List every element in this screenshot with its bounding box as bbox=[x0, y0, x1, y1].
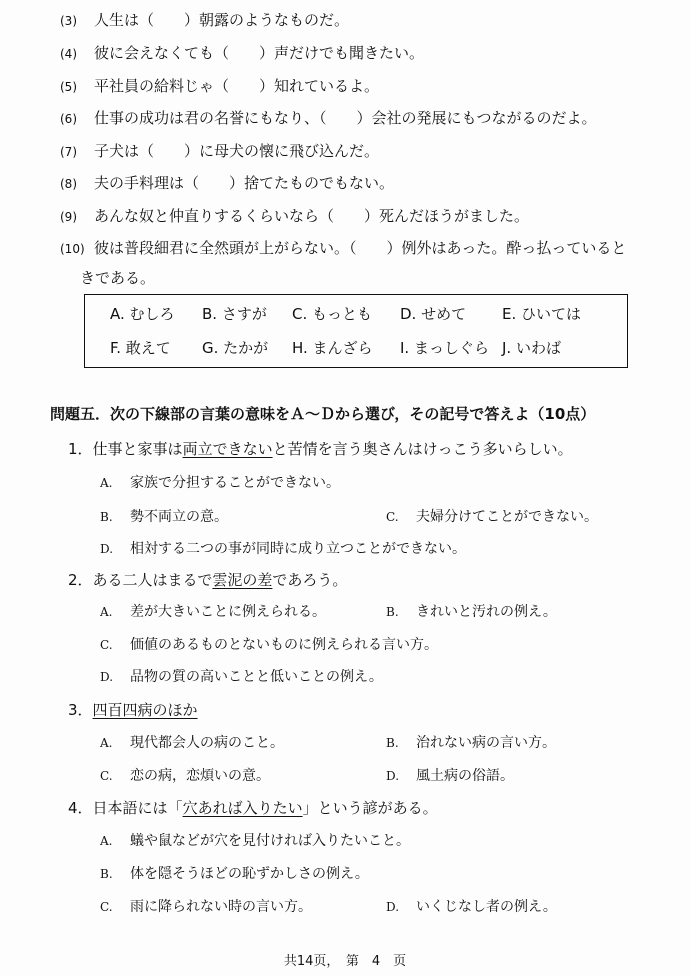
option-text: 体を隠そうほどの恥ずかしさの例え。 bbox=[130, 866, 369, 882]
option-d bbox=[386, 766, 514, 786]
item-text: 人生は（ ）朝露のようなものだ。 bbox=[94, 11, 350, 29]
item-number: (7) bbox=[60, 145, 77, 159]
option-a bbox=[100, 473, 340, 493]
page-footer: 共14页， 第 4 页 bbox=[283, 954, 407, 969]
item-number: (3) bbox=[60, 14, 77, 28]
choice-b: B. さすが bbox=[202, 305, 267, 323]
item-7 bbox=[60, 141, 379, 162]
question-text: であろう。 bbox=[272, 571, 348, 589]
underlined-phrase: 雲泥の差 bbox=[212, 571, 273, 589]
option-b bbox=[386, 602, 557, 622]
item-number: (6) bbox=[60, 112, 77, 126]
question-number: 3． bbox=[68, 701, 93, 719]
question-text: と苦情を言う奥さんはけっこう多いらしい。 bbox=[272, 440, 573, 458]
option-letter: C. bbox=[100, 638, 113, 652]
option-text: 夫婦分けてことができない。 bbox=[416, 509, 598, 525]
option-a bbox=[100, 733, 284, 753]
item-6 bbox=[60, 108, 597, 129]
question-number: 2． bbox=[68, 571, 93, 589]
question-number: 4． bbox=[68, 799, 93, 817]
item-3 bbox=[60, 10, 349, 31]
question-number: 1． bbox=[68, 440, 93, 458]
question-text: 」という諺がある。 bbox=[302, 799, 438, 817]
option-letter: A. bbox=[100, 476, 113, 490]
option-text: 家族で分担することができない。 bbox=[130, 475, 340, 491]
question-text: ある二人はまるで bbox=[92, 571, 213, 589]
option-letter: A. bbox=[100, 736, 113, 750]
underlined-phrase: 両立できない bbox=[182, 440, 273, 458]
option-letter: B. bbox=[386, 736, 399, 750]
underlined-phrase: 穴あれば入りたい bbox=[182, 799, 303, 817]
option-text: 恋の病，恋煩いの意。 bbox=[130, 768, 270, 784]
choice-h: H. まんざら bbox=[292, 339, 373, 357]
choice-i: I. まっしぐら bbox=[400, 339, 489, 357]
item-10 bbox=[60, 238, 626, 259]
option-letter: C. bbox=[100, 769, 113, 783]
choice-e: E. ひいては bbox=[502, 305, 582, 323]
item-number: (10) bbox=[60, 242, 85, 256]
option-text: 風土病の俗語。 bbox=[416, 768, 514, 784]
question-text: 仕事と家事は bbox=[92, 440, 183, 458]
option-letter: A. bbox=[100, 605, 113, 619]
option-text: 品物の質の高いことと低いことの例え。 bbox=[130, 669, 383, 685]
option-text: 治れない病の言い方。 bbox=[416, 735, 556, 751]
item-number: (8) bbox=[60, 177, 77, 191]
item-text: 夫の手料理は（ ）捨てたものでもない。 bbox=[94, 174, 395, 192]
option-b bbox=[386, 733, 556, 753]
option-text: きれいと汚れの例え。 bbox=[416, 604, 557, 620]
question-4 bbox=[68, 798, 438, 818]
option-d bbox=[386, 897, 557, 917]
option-d bbox=[100, 667, 383, 687]
option-d bbox=[100, 539, 466, 559]
choice-f: F. 敢えて bbox=[110, 339, 171, 357]
item-text: 仕事の成功は君の名誉にもなり、（ ）会社の発展にもつながるのだよ。 bbox=[94, 109, 597, 127]
question-3 bbox=[68, 700, 198, 720]
item-9 bbox=[60, 206, 529, 227]
section-heading: 問題五．次の下線部の言葉の意味をＡ～Ｄから選び，その記号で答えよ（10点） bbox=[50, 405, 596, 423]
option-letter: C. bbox=[100, 900, 113, 914]
option-text: 蟻や鼠などが穴を見付ければ入りたいこと。 bbox=[130, 833, 410, 849]
option-b bbox=[100, 864, 369, 884]
option-letter: D. bbox=[386, 769, 400, 783]
option-a bbox=[100, 602, 326, 622]
choice-g: G. たかが bbox=[202, 339, 269, 357]
option-c bbox=[100, 635, 438, 655]
item-number: (5) bbox=[60, 80, 77, 94]
choice-j: J. いわば bbox=[502, 339, 561, 357]
option-letter: B. bbox=[100, 510, 113, 524]
underlined-phrase: 四百四病のほか bbox=[92, 701, 198, 719]
item-10-continuation: きである。 bbox=[80, 269, 156, 287]
choice-c: C. もっとも bbox=[292, 305, 373, 323]
question-1 bbox=[68, 439, 573, 459]
option-letter: D. bbox=[100, 542, 114, 556]
option-b bbox=[100, 507, 228, 527]
option-text: 現代都会人の病のこと。 bbox=[130, 735, 284, 751]
item-text: 彼は普段細君に全然頭が上がらない。（ ）例外はあった。酔っ払っていると bbox=[94, 239, 627, 257]
option-text: 勢不両立の意。 bbox=[130, 509, 228, 525]
option-text: 雨に降られない時の言い方。 bbox=[130, 899, 312, 915]
option-text: 差が大きいことに例えられる。 bbox=[130, 604, 326, 620]
option-letter: C. bbox=[386, 510, 399, 524]
item-5 bbox=[60, 76, 379, 97]
item-text: 平社員の給料じゃ（ ）知れているよ。 bbox=[94, 77, 380, 95]
item-text: 子犬は（ ）に母犬の懐に飛び込んだ。 bbox=[94, 142, 380, 160]
option-letter: D. bbox=[386, 900, 400, 914]
item-text: 彼に会えなくても（ ）声だけでも聞きたい。 bbox=[94, 44, 425, 62]
choice-d: D. せめて bbox=[400, 305, 467, 323]
option-letter: B. bbox=[100, 867, 113, 881]
choice-a: A. むしろ bbox=[110, 305, 175, 323]
option-c bbox=[100, 766, 270, 786]
item-text: あんな奴と仲直りするくらいなら（ ）死んだほうがました。 bbox=[94, 207, 530, 225]
question-2 bbox=[68, 570, 347, 590]
option-letter: B. bbox=[386, 605, 399, 619]
item-4 bbox=[60, 43, 424, 64]
item-number: (9) bbox=[60, 210, 77, 224]
item-number: (4) bbox=[60, 47, 77, 61]
option-c bbox=[386, 507, 598, 527]
option-text: いくじなし者の例え。 bbox=[416, 899, 557, 915]
question-text: 日本語には「 bbox=[92, 799, 183, 817]
option-a bbox=[100, 831, 410, 851]
option-letter: D. bbox=[100, 670, 114, 684]
option-c bbox=[100, 897, 312, 917]
item-8 bbox=[60, 173, 394, 194]
option-letter: A. bbox=[100, 834, 113, 848]
option-text: 価値のあるものとないものに例えられる言い方。 bbox=[130, 637, 438, 653]
option-text: 相対する二つの事が同時に成り立つことができない。 bbox=[130, 541, 466, 557]
